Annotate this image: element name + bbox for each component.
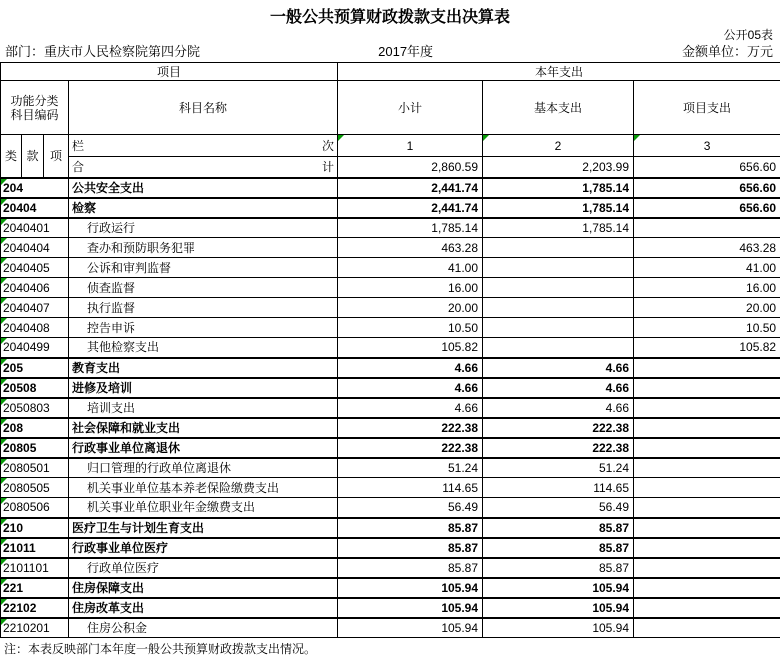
- row-subtotal: 10.50: [338, 318, 483, 338]
- total-label-right: 计: [322, 159, 335, 174]
- header-section: 款: [22, 135, 44, 178]
- row-subject-name: 住房公积金: [69, 618, 338, 638]
- header-item: 项: [44, 135, 69, 178]
- row-basic: 85.87: [483, 518, 634, 538]
- row-code: 2080505: [1, 478, 69, 498]
- row-project: [634, 358, 780, 378]
- row-code: 20805: [1, 438, 69, 458]
- total-project: 656.60: [634, 157, 780, 178]
- table-row: [1, 558, 780, 578]
- table-row: [1, 258, 780, 278]
- total-label: [69, 157, 338, 178]
- table-row: [1, 618, 780, 638]
- header-row-columns: [1, 81, 780, 135]
- row-project: [634, 378, 780, 398]
- row-basic: [483, 238, 634, 258]
- amount-unit-label: 金额单位：万元: [681, 44, 773, 59]
- row-basic: [483, 278, 634, 298]
- row-code: 204: [1, 178, 69, 198]
- row-basic: 105.94: [483, 618, 634, 638]
- row-project: [634, 598, 780, 618]
- table-row: [1, 478, 780, 498]
- row-subject-name: 公诉和审判监督: [69, 258, 338, 278]
- row-subtotal: 20.00: [338, 298, 483, 318]
- row-code: 2101101: [1, 558, 69, 578]
- row-code: 208: [1, 418, 69, 438]
- row-basic: 1,785.14: [483, 218, 634, 238]
- row-code: 2040401: [1, 218, 69, 238]
- row-project: [634, 498, 780, 518]
- row-code: 210: [1, 518, 69, 538]
- fiscal-year-label: 2017年度: [378, 44, 434, 59]
- row-subject-name: 行政事业单位离退休: [69, 438, 338, 458]
- row-subtotal: 105.94: [338, 578, 483, 598]
- row-code: 2040405: [1, 258, 69, 278]
- header-project-expenditure: 项目支出: [634, 81, 780, 135]
- row-subtotal: 105.94: [338, 598, 483, 618]
- footnote: 注：本表反映部门本年度一般公共预算财政拨款支出情况。: [4, 642, 317, 656]
- row-subject-name: 住房改革支出: [69, 598, 338, 618]
- row-project: 656.60: [634, 198, 780, 218]
- row-project: [634, 418, 780, 438]
- row-project: [634, 558, 780, 578]
- header-subtotal: 小计: [338, 81, 483, 135]
- table-row: [1, 198, 780, 218]
- row-basic: 56.49: [483, 498, 634, 518]
- row-subject-name: 侦查监督: [69, 278, 338, 298]
- header-class: 类: [1, 135, 22, 178]
- column-number-2: 2: [483, 135, 634, 157]
- meta-row: [0, 43, 780, 62]
- header-subject-name: 科目名称: [69, 81, 338, 135]
- header-func-code-line1: 功能分类: [10, 93, 59, 108]
- row-subject-name: 社会保障和就业支出: [69, 418, 338, 438]
- row-basic: 222.38: [483, 438, 634, 458]
- header-row-index: [1, 135, 780, 157]
- row-basic: 1,785.14: [483, 198, 634, 218]
- row-subtotal: 463.28: [338, 238, 483, 258]
- row-basic: 4.66: [483, 398, 634, 418]
- row-subtotal: 85.87: [338, 538, 483, 558]
- column-index-label-left: 栏: [72, 138, 85, 153]
- table-row: [1, 358, 780, 378]
- row-subtotal: 222.38: [338, 418, 483, 438]
- header-project: 项目: [1, 63, 338, 81]
- header-basic-expenditure: 基本支出: [483, 81, 634, 135]
- row-subject-name: 公共安全支出: [69, 178, 338, 198]
- row-subtotal: 4.66: [338, 398, 483, 418]
- row-subject-name: 其他检察支出: [69, 338, 338, 358]
- table-row: [1, 218, 780, 238]
- page-title: 一般公共预算财政拨款支出决算表: [269, 9, 510, 26]
- row-project: [634, 578, 780, 598]
- table-row: [1, 578, 780, 598]
- row-project: 10.50: [634, 318, 780, 338]
- row-basic: 51.24: [483, 458, 634, 478]
- budget-table: [0, 62, 780, 638]
- table-row: [1, 518, 780, 538]
- row-basic: 114.65: [483, 478, 634, 498]
- total-row: [1, 157, 780, 178]
- row-subtotal: 222.38: [338, 438, 483, 458]
- row-code: 22102: [1, 598, 69, 618]
- row-subtotal: 105.94: [338, 618, 483, 638]
- row-code: 221: [1, 578, 69, 598]
- table-row: [1, 538, 780, 558]
- row-project: [634, 218, 780, 238]
- total-basic: 2,203.99: [483, 157, 634, 178]
- row-code: 2080501: [1, 458, 69, 478]
- table-row: [1, 318, 780, 338]
- row-project: [634, 478, 780, 498]
- row-subject-name: 医疗卫生与计划生育支出: [69, 518, 338, 538]
- row-subject-name: 行政事业单位医疗: [69, 538, 338, 558]
- row-subject-name: 查办和预防职务犯罪: [69, 238, 338, 258]
- table-row: [1, 458, 780, 478]
- row-subject-name: 检察: [69, 198, 338, 218]
- row-subject-name: 行政单位医疗: [69, 558, 338, 578]
- row-basic: 105.94: [483, 578, 634, 598]
- row-subtotal: 1,785.14: [338, 218, 483, 238]
- table-row: [1, 438, 780, 458]
- row-subject-name: 住房保障支出: [69, 578, 338, 598]
- row-code: 2210201: [1, 618, 69, 638]
- row-subject-name: 教育支出: [69, 358, 338, 378]
- table-row: [1, 298, 780, 318]
- row-code: 2050803: [1, 398, 69, 418]
- table-row: [1, 178, 780, 198]
- table-row: [1, 238, 780, 258]
- row-code: 20508: [1, 378, 69, 398]
- table-row: [1, 378, 780, 398]
- row-subtotal: 4.66: [338, 378, 483, 398]
- row-basic: [483, 298, 634, 318]
- row-subtotal: 4.66: [338, 358, 483, 378]
- header-func-code-line2: 科目编码: [10, 107, 59, 122]
- table-row: [1, 338, 780, 358]
- row-basic: 105.94: [483, 598, 634, 618]
- row-basic: 1,785.14: [483, 178, 634, 198]
- row-subtotal: 51.24: [338, 458, 483, 478]
- row-subject-name: 控告申诉: [69, 318, 338, 338]
- row-subject-name: 执行监督: [69, 298, 338, 318]
- row-project: 16.00: [634, 278, 780, 298]
- header-column-index-label: [69, 135, 338, 157]
- row-code: 2040499: [1, 338, 69, 358]
- table-row: [1, 398, 780, 418]
- row-project: [634, 438, 780, 458]
- total-label-left: 合: [72, 159, 85, 174]
- row-subtotal: 2,441.74: [338, 178, 483, 198]
- row-subject-name: 进修及培训: [69, 378, 338, 398]
- row-project: 105.82: [634, 338, 780, 358]
- row-subtotal: 16.00: [338, 278, 483, 298]
- row-code: 20404: [1, 198, 69, 218]
- column-index-label-right: 次: [322, 138, 335, 153]
- row-project: 656.60: [634, 178, 780, 198]
- row-basic: [483, 338, 634, 358]
- row-basic: 85.87: [483, 538, 634, 558]
- row-project: [634, 518, 780, 538]
- row-basic: [483, 258, 634, 278]
- header-row-top: [1, 63, 780, 81]
- total-subtotal: 2,860.59: [338, 157, 483, 178]
- row-code: 21011: [1, 538, 69, 558]
- row-subtotal: 56.49: [338, 498, 483, 518]
- department-label: 部门：重庆市人民检察院第四分院: [5, 44, 201, 59]
- row-project: 463.28: [634, 238, 780, 258]
- column-number-3: 3: [634, 135, 780, 157]
- table-row: [1, 498, 780, 518]
- table-code-label: 公开05表: [723, 28, 773, 42]
- row-subject-name: 行政运行: [69, 218, 338, 238]
- row-code: 205: [1, 358, 69, 378]
- row-subtotal: 41.00: [338, 258, 483, 278]
- row-project: [634, 618, 780, 638]
- row-project: [634, 398, 780, 418]
- row-basic: 222.38: [483, 418, 634, 438]
- row-basic: 85.87: [483, 558, 634, 578]
- row-subtotal: 114.65: [338, 478, 483, 498]
- row-code: 2040404: [1, 238, 69, 258]
- row-subject-name: 机关事业单位职业年金缴费支出: [69, 498, 338, 518]
- table-row: [1, 598, 780, 618]
- table-row: [1, 278, 780, 298]
- row-project: [634, 458, 780, 478]
- row-basic: 4.66: [483, 358, 634, 378]
- row-subject-name: 机关事业单位基本养老保险缴费支出: [69, 478, 338, 498]
- row-code: 2040407: [1, 298, 69, 318]
- row-subtotal: 85.87: [338, 518, 483, 538]
- header-current-year-expenditure: 本年支出: [338, 63, 780, 81]
- row-code: 2040406: [1, 278, 69, 298]
- row-code: 2040408: [1, 318, 69, 338]
- row-subtotal: 85.87: [338, 558, 483, 578]
- row-project: 41.00: [634, 258, 780, 278]
- row-basic: [483, 318, 634, 338]
- row-project: [634, 538, 780, 558]
- row-project: 20.00: [634, 298, 780, 318]
- row-subtotal: 2,441.74: [338, 198, 483, 218]
- table-row: [1, 418, 780, 438]
- row-subtotal: 105.82: [338, 338, 483, 358]
- column-number-1: 1: [338, 135, 483, 157]
- row-subject-name: 归口管理的行政单位离退休: [69, 458, 338, 478]
- row-code: 2080506: [1, 498, 69, 518]
- row-subject-name: 培训支出: [69, 398, 338, 418]
- header-func-code: [1, 81, 69, 135]
- row-basic: 4.66: [483, 378, 634, 398]
